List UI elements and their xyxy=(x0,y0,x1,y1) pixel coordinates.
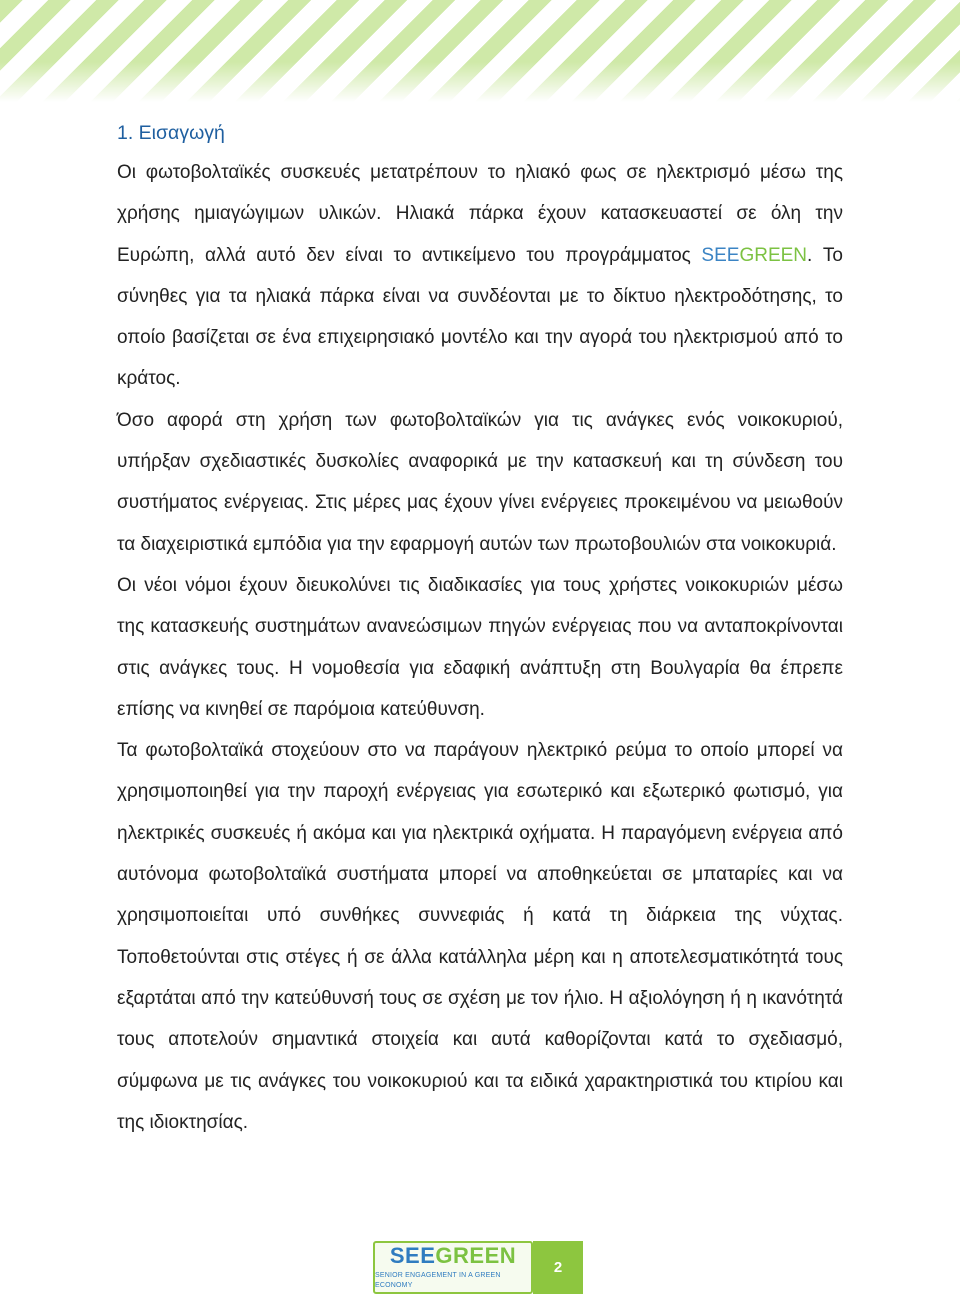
logo-wordmark xyxy=(389,1242,517,1268)
paragraph-4: Τα φωτοβολταϊκά στοχεύουν στο να παράγουν ηλεκτρικό ρεύμα το οποίο μπορεί να χρησιμοποιηθεί για την παροχή ενέργειας για εσωτερικό και εξωτερικό φωτισμό, για ηλεκτρικές συσκευές ή ακόμα και για ηλεκτρικά οχήματα. Η παραγόμενη ενέργεια από αυτόνομα φωτοβολταϊκά συστήματα μπορεί να αποθηκεύεται σε μπαταρίες και να χρησιμοποιείται υπό συνθήκες συννεφιάς ή κατά τη διάρκεια της νύχτας. Τοποθετούνται στις στέγες ή σε άλλα κατάλληλα μέρη και η αποτελεσματικότητά τους εξαρτάται από την κατεύθυνσή τους σε σχέση με τον ήλιο. Η αξιολόγηση ή η ικανότητά τους αποτελούν σημαντικά στοιχεία και αυτά καθορίζονται κατά το σχεδιασμό, σύμφωνα με τις ανάγκες του νοικοκυριού και τα ειδικά χαρακτηριστικά του κτιρίου και της ιδιοκτησίας. xyxy=(117,740,843,1133)
paragraph-1-text-b: . Το σύνηθες για τα ηλιακά πάρκα είναι να συνδέονται με το δίκτυο ηλεκτροδότησης, το οποίο βασίζεται σε ένα επιχειρησιακό μοντέλο και την αγορά του ηλεκτρισμού από το κράτος. xyxy=(117,244,843,390)
document-body xyxy=(117,114,843,1143)
logo-tagline: SENIOR ENGAGEMENT IN A GREEN ECONOMY xyxy=(375,1271,501,1289)
brand-name-see: SEE xyxy=(701,244,740,266)
decorative-header-stripes xyxy=(0,0,960,102)
page-number: 2 xyxy=(553,1259,563,1276)
paragraph-1-text-a: Οι φωτοβολταϊκές συσκευές μετατρέπουν το ηλιακό φως σε ηλεκτρισμό μέσω της χρήσης ημιαγώγιμων υλικών. Ηλιακά πάρκα έχουν κατασκευαστεί σε όλη την Ευρώπη, αλλά αυτό δεν είναι το αντικείμενο του προγράμματος xyxy=(117,162,843,266)
page-number-badge xyxy=(533,1241,583,1294)
paragraph-1 xyxy=(117,152,843,400)
paragraph-3: Οι νέοι νόμοι έχουν διευκολύνει τις διαδικασίες για τους χρήστες νοικοκυριών μέσω της κατασκευής συστημάτων ανανεώσιμων πηγών ενέργειας που να ανταποκρίνονται στις ανάγκες τους. Η νομοθεσία για εδαφική ανάπτυξη στη Βουλγαρία θα έπρεπε επίσης να κινηθεί σε παρόμοια κατεύθυνση. xyxy=(117,574,843,720)
logo-green-text: GREEN xyxy=(435,1242,517,1268)
page-footer xyxy=(373,1241,583,1294)
brand-name-green: GREEN xyxy=(739,244,808,266)
paragraph-2: Όσο αφορά στη χρήση των φωτοβολταϊκών για τις ανάγκες ενός νοικοκυριού, υπήρξαν σχεδιαστικές δυσκολίες αναφορικά με την κατασκευή και τη σύνδεση του συστήματος ενέργειας. Στις μέρες μας έχουν γίνει ενέργειες προκειμένου να μειωθούν τα διαχειριστικά εμπόδια για την εφαρμογή αυτών των πρωτοβουλιών στα νοικοκυριά. xyxy=(117,409,843,555)
seegreen-logo xyxy=(373,1241,533,1294)
logo-see-text: SEE xyxy=(389,1242,436,1268)
section-heading: 1. Εισαγωγή xyxy=(117,122,225,144)
